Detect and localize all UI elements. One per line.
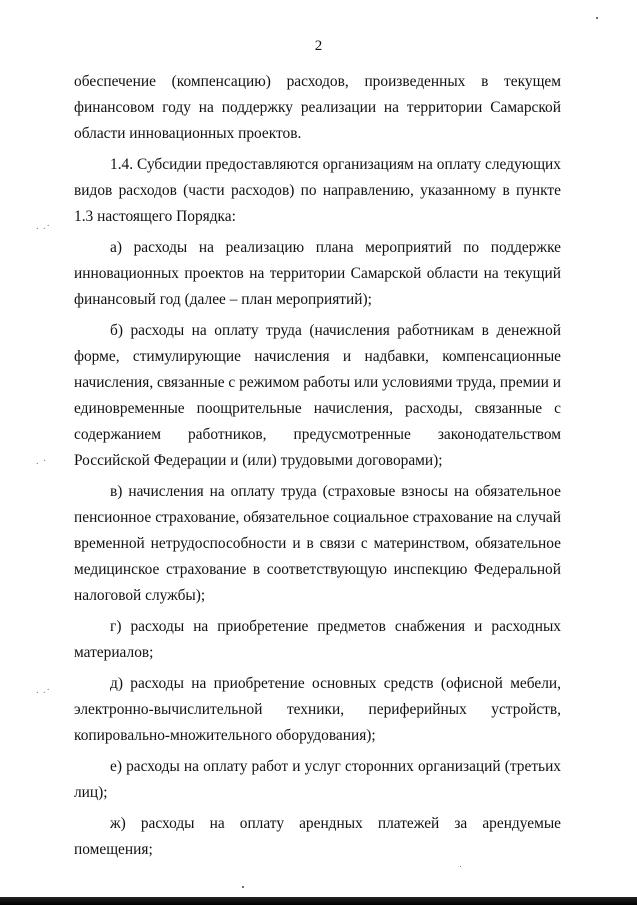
- paragraph-item-zh: ж) расходы на оплату арендных платежей за арендуемые помещения;: [74, 815, 561, 858]
- scan-artifact: . ·: [36, 456, 48, 467]
- paragraph-item-v: в) начисления на оплату труда (страховые взносы на обязательное пенсионное страхование, обязательное социальное страхование на случай временной нетрудоспособности и в связи с материнством, обязательное медицинское страхование в соответствующую инспекцию Федеральной налоговой службы);: [74, 483, 561, 604]
- page-number: 2: [314, 38, 323, 54]
- scan-bottom-edge: [0, 897, 637, 905]
- paragraph-1-4: 1.4. Субсидии предоставляются организациям на оплату следующих видов расходов (части расходов) по направлению, указанному в пункте 1.3 настоящего Порядка:: [74, 156, 561, 225]
- scan-speck: [596, 17, 598, 19]
- scan-artifact: . .·: [36, 221, 51, 232]
- paragraph-item-b: б) расходы на оплату труда (начисления работникам в денежной форме, стимулирующие начисления и надбавки, компенсационные начисления, связанные с режимом работы или условиями труда, премии и единовременные поощрительные начисления, расходы, связанные с содержанием работников, предусмотренные законодательством Российской Федерации и (или) трудовыми договорами);: [74, 322, 561, 469]
- scan-artifact: . .·: [36, 685, 51, 696]
- paragraph-continuation: обеспечение (компенсацию) расходов, произведенных в текущем финансовом году на поддержку реализации на территории Самарской области инновационных проектов.: [74, 73, 561, 142]
- scan-speck: [460, 866, 461, 867]
- paragraph-item-g: г) расходы на приобретение предметов снабжения и расходных материалов;: [74, 618, 561, 661]
- scan-speck: [242, 886, 244, 888]
- paragraph-item-e: е) расходы на оплату работ и услуг сторонних организаций (третьих лиц);: [74, 758, 561, 801]
- paragraph-item-d: д) расходы на приобретение основных средств (офисной мебели, электронно-вычислительной техники, периферийных устройств, копировально-множительного оборудования);: [74, 675, 561, 744]
- document-body: [74, 69, 561, 868]
- paragraph-item-a: а) расходы на реализацию плана мероприятий по поддержке инновационных проектов на территории Самарской области на текущий финансовый год (далее – план мероприятий);: [74, 239, 561, 308]
